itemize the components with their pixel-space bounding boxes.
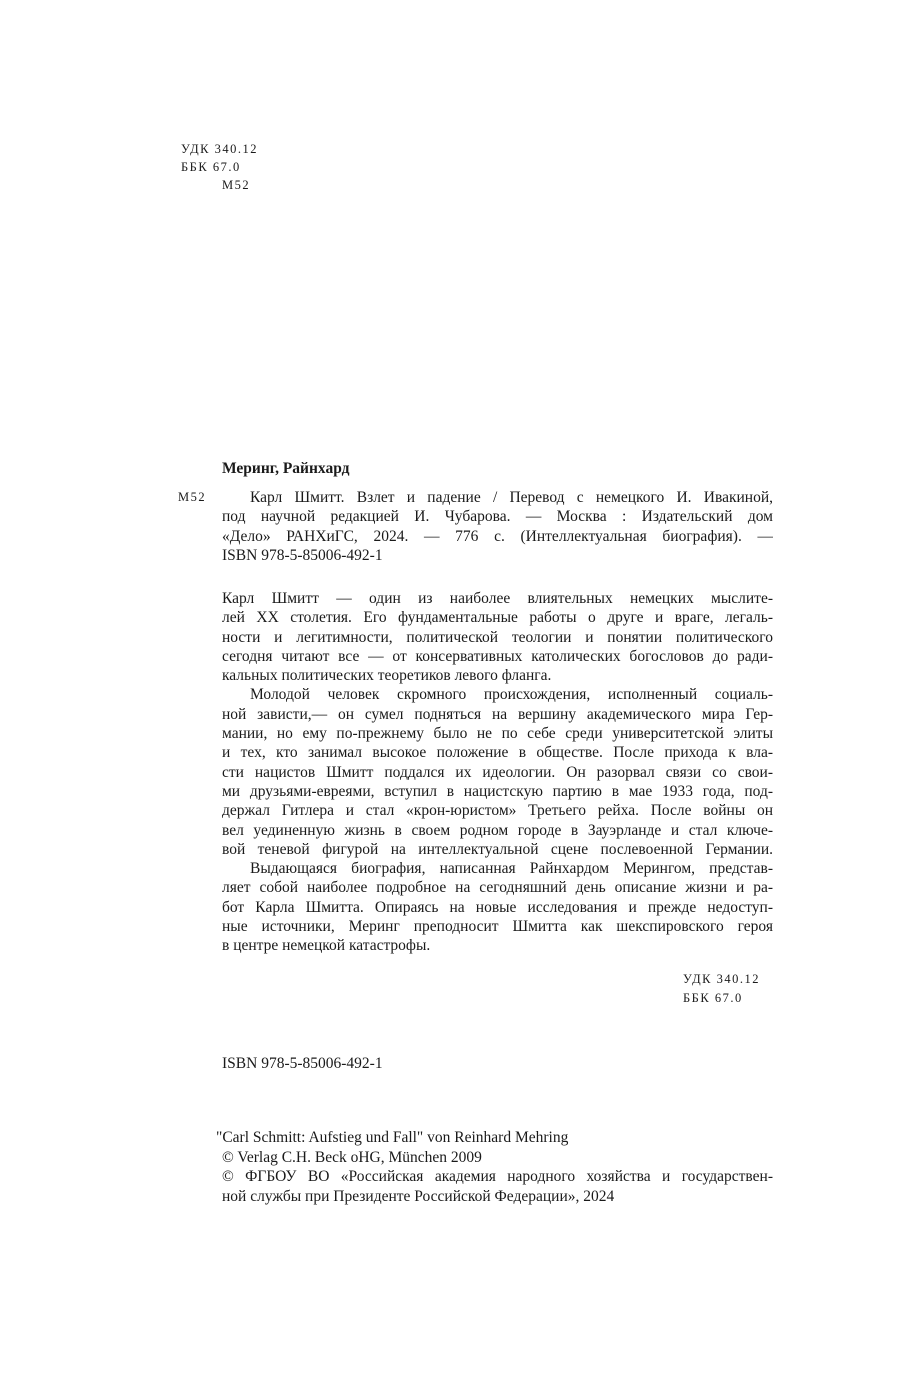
author-mark-top: М52 [222, 178, 251, 192]
copyright-line: ной службы при Президенте Российской Федерации», 2024 [222, 1187, 615, 1205]
author-mark: М52 [178, 490, 207, 504]
annotation-line: ляет собой наиболее подробное на сегодняшний день описание жизни и ра- [222, 879, 773, 897]
annotation-line: Карл Шмитт — один из наиболее влиятельных немецких мыслите- [222, 590, 773, 607]
annotation-line: сти нацистов Шмитт поддался их идеологии. Он разорвал связи со свои- [222, 763, 773, 781]
annotation [222, 589, 773, 956]
original-title-line: "Carl Schmitt: Aufstieg und Fall" von Reinhard Mehring [216, 1129, 569, 1146]
annotation-line: Выдающаяся биография, написанная Райнхардом Мерингом, представ- [250, 860, 773, 878]
copyright-block [216, 1128, 773, 1206]
annotation-line: кальных политических теоретиков левого фланга. [222, 667, 552, 685]
author-heading: Меринг, Райнхард [222, 460, 350, 477]
annotation-line: в центре немецкой катастрофы. [222, 937, 431, 955]
copyright-line: © Verlag C.H. Beck oHG, München 2009 [222, 1148, 482, 1166]
copyright-line: © ФГБОУ ВО «Российская академия народного хозяйства и государствен- [222, 1168, 773, 1185]
udk-code-bottom: УДК 340.12 [683, 972, 760, 986]
udk-code-top: УДК 340.12 [181, 142, 258, 156]
bbk-code-bottom: ББК 67.0 [683, 991, 743, 1005]
isbn: ISBN 978-5-85006-492-1 [222, 1055, 383, 1072]
bibliographic-description [222, 488, 773, 565]
annotation-line: ной зависти,— он сумел подняться на вершину академического мира Гер- [222, 705, 773, 723]
annotation-line: вел уединенную жизнь в своем родном городе в Зауэрланде и стал ключе- [222, 821, 773, 839]
annotation-line: ми друзьями-евреями, вступил в нацистскую партию в мае 1933 года, под- [222, 782, 773, 800]
bib-line: ISBN 978-5-85006-492-1 [222, 546, 383, 564]
annotation-line: сегодня читают все — от консервативных католических богословов до ради- [222, 647, 773, 665]
bib-line: под научной редакцией И. Чубарова. — Москва : Издательский дом [222, 508, 773, 526]
annotation-line: ные источники, Меринг преподносит Шмитта как шекспировского героя [222, 918, 773, 936]
bbk-code-top: ББК 67.0 [181, 160, 241, 174]
annotation-line: Молодой человек скромного происхождения, исполненный социаль- [250, 686, 773, 704]
annotation-line: бот Карла Шмитта. Опираясь на новые исследования и прежде недоступ- [222, 898, 773, 916]
annotation-line: ности и легитимности, политической теологии и понятии политического [222, 628, 773, 646]
annotation-line: и тех, кто занимал высокое положение в обществе. После прихода к вла- [222, 744, 773, 762]
annotation-line: вой теневой фигурой на интеллектуальной сцене послевоенной Германии. [222, 840, 773, 858]
annotation-line: лей XX столетия. Его фундаментальные работы о друге и враге, легаль- [222, 609, 773, 627]
annotation-line: держал Гитлера и стал «крон-юристом» Третьего рейха. После войны он [222, 802, 773, 820]
annotation-line: мании, но ему по-прежнему было не по себе среди университетской элиты [222, 725, 773, 743]
bib-line: Карл Шмитт. Взлет и падение / Перевод с немецкого И. Ивакиной, [250, 489, 773, 506]
bib-line: «Дело» РАНХиГС, 2024. — 776 с. (Интеллектуальная биография). — [222, 527, 773, 545]
